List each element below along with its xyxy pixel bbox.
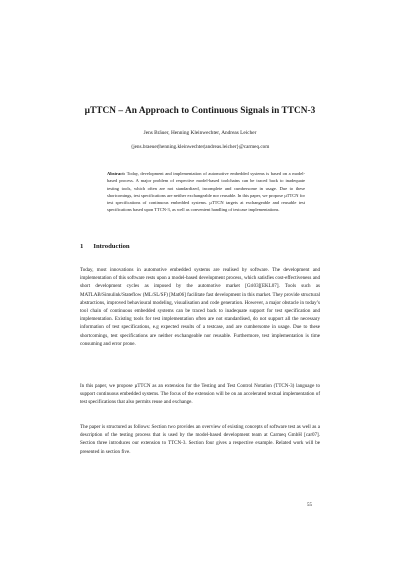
paper-title: µTTCN – An Approach to Continuous Signals in TTCN-3: [84, 106, 316, 116]
abstract: [107, 170, 305, 214]
paragraph-3: The paper is structured as follows: Section two provides an overview of existing concepts of software test as well as a description of the testing process that is used by the model-based development team at Carmeq GmbH [car07]. Section three introduces our extension to TTCN-3. Section four gives a respective example. Related work will be presented in section five.: [80, 424, 320, 455]
author-emails: {jens.braeuer|henning.kleinwechter|andreas.leicher}@carmeq.com: [130, 144, 270, 150]
page-number: 55: [307, 503, 312, 508]
abstract-label: Abstract:: [107, 171, 126, 176]
section-title: Introduction: [93, 243, 130, 250]
paragraph-2: In this paper, we propose µTTCN as an extension for the Testing and Test Control Notation (TTCN-3) language to support continuous embedded systems. The focus of the extension will be on an accelerated textual implementation of test specifications that also permits reuse and exchange.: [80, 383, 320, 406]
section-number: 1: [80, 243, 84, 250]
paper-authors: Jens Bräuer, Henning Kleinwechter, Andreas Leicher: [143, 130, 257, 136]
paragraph-1: Today, most innovations in automotive embedded systems are realised by software. The development and implementation of this software rests upon a model-based development process, which satisfies cost-effectiveness and short development cycles as imposed by the automotive market [Gri03][EKL07]. Tools such as MATLAB/Simulink/Stateflow (ML/SL/SF) [Mat06] facilitate fast development in this market. They provide structural abstractions, improved behavioural modeling, visualisation and code generation. However, a major obstacle in today’s tool chain of continuous embedded systems can be traced back to inadequate support for test specification and implementation. Existing tools for test implementation often are not standardised, do not support all the necessary information of test specifications, e.g expected results of a testcase, and are cumbersome in usage. Due to these shortcomings, test specifications are neither exchangeable nor reusable. Furthermore, test implementation is time consuming and error prone.: [80, 267, 320, 347]
section-heading: [80, 243, 130, 250]
abstract-text: Today, development and implementation of automotive embedded systems is based on a model-based process. A major problem of respective model-based toolchains can be traced back to inadequate testing tools, which often are not standardized, incomplete and cumbersome in usage. Due to these shortcomings, test specifications are neither exchangeable nor reusable. In this paper, we propose µTTCN for test specifications of continuous embedded systems. µTTCN targets at exchangeable and reusable test specifications based upon TTCN-3, as well as convenient handling of testcase implementations.: [107, 171, 306, 213]
